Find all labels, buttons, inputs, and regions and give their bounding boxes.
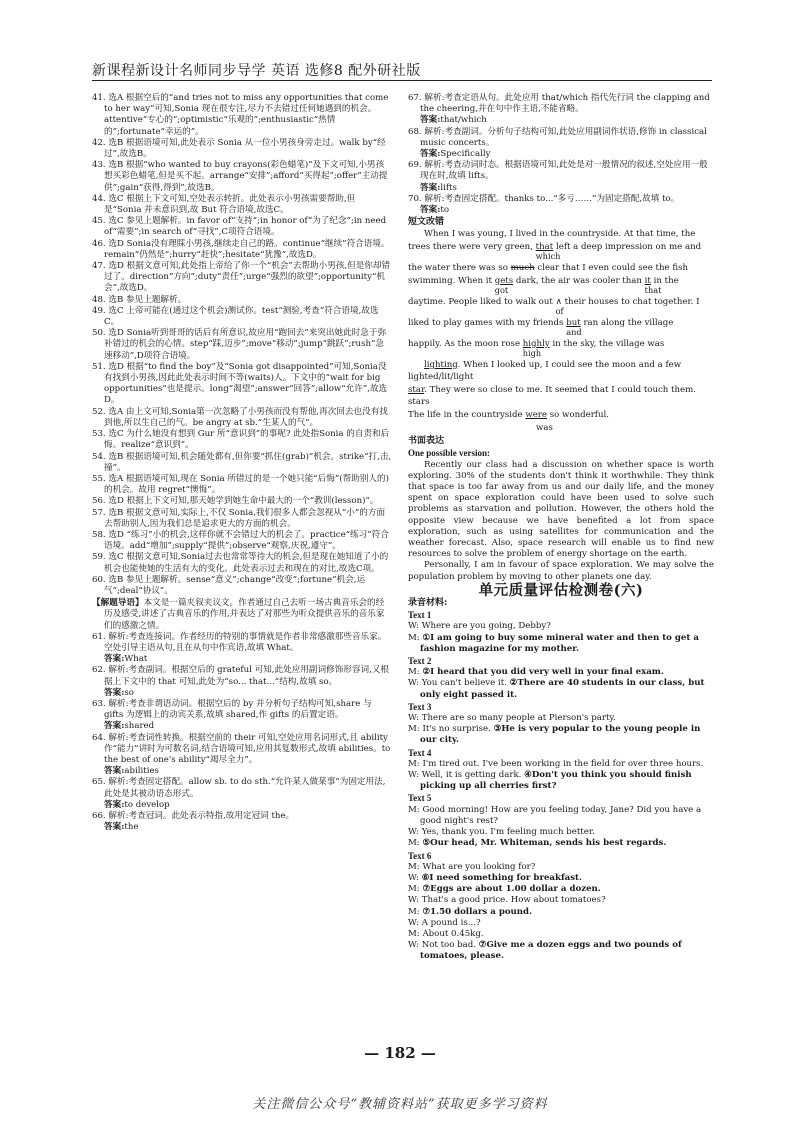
transcript-text: ⑦Eggs are about 1.00 dollar a dozen. [422, 884, 601, 895]
page-number: — 182 — [364, 1044, 436, 1062]
speaker-label: W: [408, 621, 419, 632]
answer-line [92, 721, 392, 732]
correction-line: lighting. When I looked up, I could see the moon and a few [424, 359, 682, 370]
answer-value: that/which [440, 115, 487, 126]
text-label: Text 5 [408, 793, 432, 804]
speaker-label: M: [408, 724, 420, 735]
speaker-label: M: [408, 861, 420, 872]
guide-text: 本文是一篇夹叙夹议文。作者通过自己去听一场古典音乐会的经历及感受,讲述了古典音乐的作用,并表达了对那些为听众提供音乐的音乐家们的感激之情。 [104, 598, 385, 631]
explanation-item: 46. 选D Sonia没有理睬小男孩,继续走自己的路。continue“继续”符合语境。remain“仍然是”;hurry“赶快”;hesitate“犹豫”,故选D。 [92, 238, 390, 260]
text-label: Text 3 [408, 701, 432, 712]
explanation-item: 58. 选D “练习”小的机会,这样你就不会错过大的机会了。practice“练习”符合语境。add“增加”;supply“提供”;observe“观察,庆祝,遵守”。 [92, 529, 389, 552]
correction-line: liked to play games with my friends but and ran along the village [408, 317, 674, 337]
transcript-text: Good morning! How are you feeling today, Jane? Did you have a good night's rest? [420, 804, 702, 826]
correction-line: star. They were so close to me. It seemed that I could touch them. [408, 384, 697, 395]
writing-title: 书面表达 [408, 436, 445, 447]
explanation-item: 52. 选A 由上文可知,Sonia第一次忽略了小男孩而没有帮他,再次回去也没有找到他,所以生自己的气。be angry at sb.“生某人的气”。 [92, 406, 388, 428]
explanation-item: 63. 解析:考查非谓语动词。根据空后的 by 并分析句子结构可知,share 与 gifts 为逻辑上的动宾关系,故填 shared,作 gifts 的后置定语。 [92, 698, 372, 721]
explanation-item: 65. 解析:考查固定搭配。allow sb. to do sth.“允许某人做某事”为固定用法,此处是其被动语态形式。 [92, 777, 386, 799]
answer-value: to [440, 205, 450, 216]
explanation-item: 68. 解析:考查副词。分析句子结构可知,此处应用副词作状语,修饰 in classical music concerts。 [408, 126, 707, 148]
speaker-label: W: [408, 770, 419, 781]
correction-title: 短文改错 [408, 217, 445, 228]
transcript-line [408, 621, 714, 632]
answer-label: 答案: [420, 182, 441, 193]
answer-explanations-61-66 [92, 632, 392, 834]
explanation-item: 43. 选B 根据“who wanted to buy crayons(彩色蜡笔)”及下文可知,小男孩想买彩色蜡笔,但是买不起。arrange“安排”;afford“买得起”;offer“主动提供”;gain“获得,得到”,故选B。 [92, 160, 388, 193]
speaker-label: W: [408, 872, 419, 883]
guide-label: 【解题导语】 [92, 598, 144, 609]
explanation-item: 62. 解析:考查副词。根据空后的 grateful 可知,此处应用副词修饰形容词,又根据上下文中的 that 可知,此处为“so... that...”结构,故填 so。 [92, 665, 389, 687]
answer-value: shared [124, 721, 155, 732]
speaker-label: M: [408, 906, 420, 917]
correction-line: stars [408, 397, 430, 408]
text-label: Text 2 [408, 656, 432, 667]
answer-value: abilities [124, 766, 159, 777]
transcript-text: ⑦1.50 dollars a pound. [422, 906, 533, 917]
explanation-item: 53. 选C 为什么她没有想到 Gur 所“意识到”的事呢? 此处指Sonia 的自责和后悔。realize“意识到”。 [92, 429, 390, 451]
answer-line [92, 654, 392, 665]
key-sentence: ②There are 40 students in our class, but only eight passed it. [420, 678, 705, 700]
transcript-text: There are so many people at Pierson's party. [421, 713, 616, 724]
explanation-item: 66. 解析:考查冠词。此处表示特指,故用定冠词 the。 [92, 811, 295, 821]
transcript-line [408, 633, 714, 655]
explanation-item: 55. 选A 根据语境可知,现在 Sonia 所错过的是一个她只能“后悔”(帮助别人的)的机会。故用 regret“懊悔”。 [92, 473, 389, 496]
speaker-label: M: [408, 667, 420, 678]
answer-label: 答案: [104, 822, 125, 833]
transcript-text: Not too bad. ⑦Give me a dozen eggs and two pounds of tomatoes, please. [420, 940, 682, 962]
answer-label: 答案: [420, 205, 441, 216]
text-label: Text 4 [408, 747, 432, 758]
speaker-label: M: [408, 838, 420, 849]
correction-line: trees there were very green, that which left a deep impression on me and [408, 242, 702, 262]
answer-value: Specifically [440, 149, 491, 160]
answer-label: 答案: [420, 115, 441, 126]
transcript-text: Well, it is getting dark. ④Don't you think you should finish picking up all cherries first? [420, 770, 692, 792]
explanation-item: 70. 解析:考查固定搭配。thanks to...“多亏……”为固定搭配,故填 to。 [408, 193, 680, 204]
answer-label: 答案: [104, 721, 125, 732]
transcript-text: ①I am going to buy some mineral water and then to get a fashion magazine for my mother. [420, 632, 699, 654]
speaker-label: W: [408, 713, 419, 724]
correction-passage [408, 228, 714, 434]
answer-line [408, 149, 714, 160]
explanation-item: 45. 选C 参见上题解析。in favor of“支持”;in honor of“为了纪念”;in need of“需要”;in search of“寻找”,C项符合语境。 [92, 216, 387, 238]
running-header: 新课程新设计名师同步导学 英语 选修8 配外研社版 [92, 63, 421, 79]
key-sentence: ⑦Give me a dozen eggs and two pounds of tomatoes, please. [420, 940, 682, 962]
speaker-label: W: [408, 917, 419, 928]
answer-line [92, 822, 392, 833]
speaker-label: M: [408, 928, 420, 939]
speaker-label: W: [408, 895, 419, 906]
correction-line: lighted/lit/light [408, 372, 474, 383]
answer-line [92, 800, 392, 811]
right-column [408, 93, 714, 963]
transcript-text: What are you looking for? [422, 861, 536, 872]
answer-value: lifts [440, 182, 457, 193]
answer-line [408, 115, 714, 126]
explanation-item: 47. 选D 根据文意可知,此处指上帝给了你一个“机会”去帮助小男孩,但是你却错过了。direction“方向”;duty“责任”;urge“强烈的欲望”;opportunity“机会”,故选D。 [92, 261, 391, 294]
explanation-item: 54. 选B 根据语境可知,机会随处都有,但你要“抓住(grab)”机会。strike“打,击,撞”。 [92, 451, 392, 473]
transcript-line [408, 940, 714, 962]
writing-subtitle: One possible version: [408, 448, 491, 459]
explanation-item: 44. 选C 根据上下文可知,空处表示转折。此处表示小男孩需要帮助,但是“Sonia 并未意识到,故 But 符合语境,故选C。 [92, 193, 356, 216]
explanation-item: 57. 选B 根据文意可知,实际上,不仅 Sonia,我们很多人都会忽视从“小”的方面去帮助别人,因为我们总是追求更大的方面的机会。 [92, 507, 386, 529]
recording-title: 录音材料: [408, 598, 448, 609]
text-label: Text 6 [408, 850, 432, 861]
transcript-line [408, 678, 714, 700]
transcript-text: Yes, thank you. I'm feeling much better. [421, 827, 595, 838]
speaker-label: W: [408, 827, 419, 838]
transcript-text: Where are you going, Debby? [421, 621, 551, 632]
transcript-line [408, 862, 714, 873]
recording-transcripts [408, 610, 714, 962]
footer-note: 关注微信公众号“教辅资料站”获取更多学习资料 [252, 1097, 548, 1112]
transcript-text: About 0.45kg. [422, 928, 484, 939]
writing-paragraph-2: Personally, I am in favour of space exploration. We may solve the population problem by moving to other planets one day. [408, 560, 714, 582]
transcript-text: It's no surprise. ③He is very popular to the young people in our city. [420, 724, 701, 746]
answer-label: 答案: [104, 687, 125, 698]
explanation-item: 49. 选C 上帝可能在(通过这个机会)测试你。test“测验,考查”符合语境,故选C。 [92, 305, 379, 328]
explanation-item: 56. 选D 根据上下文可知,那天她学到她生命中最大的一个“教训(lesson)”。 [92, 496, 379, 507]
transcript-line [408, 713, 714, 724]
correction-line: The life in the countryside were so wonderful. [408, 410, 610, 420]
answer-label: 答案: [104, 766, 125, 777]
correction-line: When I was young, I lived in the countryside. At that time, the [424, 229, 696, 240]
answer-value: the [124, 822, 139, 833]
explanation-item: 59. 选C 根据文意可知,Sonia过去也常常等待大的机会,但是现在她知道了小的机会也能使她的生活有大的变化。此处表示过去和现在的对比,故选C项。 [92, 552, 389, 574]
answer-line [92, 766, 392, 777]
key-sentence: ④Don't you think you should finish picking up all cherries first? [420, 770, 692, 792]
explanation-item: 60. 选B 参见上题解析。sense“意义”;change“改变”;fortune“机会,运气”;deal“协议”。 [92, 574, 366, 596]
transcript-line [408, 838, 714, 849]
transcript-line [408, 918, 714, 929]
transcript-line [408, 805, 714, 827]
speaker-label: M: [408, 632, 420, 643]
transcript-line [408, 827, 714, 838]
transcript-text: ⑤Our head, Mr. Whiteman, sends his best regards. [422, 838, 667, 849]
guide-paragraph [92, 598, 392, 632]
answer-line [92, 688, 392, 699]
transcript-line [408, 873, 714, 884]
correction-line: happily. As the moon rose highly high in the sky, the village was [408, 338, 665, 358]
explanation-item: 50. 选D Sonia听到哥哥的话后有所意识,故应用“跑回去”来突出她此时急于弥补错过的机会的心情。step“踩,迈步”;move“移动”;jump“跳跃”;rush“急速移动”,D项符合语境。 [92, 328, 387, 361]
correction-line: swimming. When it gets got dark, the air was cooler than it that in the [408, 275, 679, 295]
explanation-item: 61. 解析:考查连接词。作者经历的特别的事情就是作者非常感激那些音乐家。空处引导主语从句,且在从句中作宾语,故填 What。 [92, 631, 387, 653]
speaker-label: M: [408, 804, 420, 815]
answer-label: 答案: [420, 149, 441, 160]
explanation-item: 67. 解析:考查定语从句。此处应用 that/which 指代先行词 the clapping and the cheering,并在句中作主语,不能省略。 [408, 93, 710, 115]
transcript-line [408, 724, 714, 746]
transcript-line [408, 895, 714, 906]
header-rule [92, 80, 712, 81]
unit-title: 单元质量评估检测卷(六) [478, 581, 644, 599]
key-sentence: ③He is very popular to the young people in our city. [420, 724, 701, 746]
explanation-item: 48. 选B 参见上题解析。 [92, 294, 187, 305]
left-column [92, 93, 392, 833]
text-label: Text 1 [408, 610, 432, 621]
correction-line: was [536, 422, 553, 433]
answer-value: so [124, 687, 134, 698]
transcript-line [408, 667, 714, 678]
answer-line [408, 205, 714, 216]
explanation-item: 42. 选B 根据语境可知,此处表示 Sonia 从一位小男孩身旁走过。walk by“经过”,故选B。 [92, 137, 386, 160]
answer-value: What [124, 654, 148, 665]
transcript-line [408, 759, 714, 770]
correction-line: daytime. People liked to walk out ∧ of their houses to chat together. I [408, 296, 700, 316]
writing-paragraph-1: Recently our class had a discussion on whether space is worth exploring. 30% of the students don't think it worthwhile. They think that space is too far away from us and our daily life, and the money spent on space exploration could have been used to solve such problems as starvation and pollution. However, the others hold the opposite view because we have benefited a lot from space exploration, such as using satellites for communication and the weather forecast. Also, space research will enable us to find new resources to solve the problem of energy shortage on the earth. [408, 459, 714, 560]
transcript-text: ⑥I need something for breakfast. [421, 872, 583, 883]
speaker-label: M: [408, 758, 420, 769]
transcript-text: A pound is...? [421, 917, 481, 928]
transcript-text: You can't believe it. ②There are 40 students in our class, but only eight passed it. [420, 678, 705, 700]
answer-label: 答案: [104, 799, 125, 810]
speaker-label: W: [408, 940, 419, 951]
transcript-text: That's a good price. How about tomatoes? [421, 895, 606, 906]
transcript-line [408, 884, 714, 895]
speaker-label: W: [408, 678, 419, 689]
transcript-text: ②I heard that you did very well in your final exam. [422, 667, 664, 678]
explanation-item: 69. 解析:考查动词时态。根据语境可知,此处是对一般情况的叙述,空处应用一般现在时,故填 lifts。 [408, 160, 708, 182]
answer-line [408, 183, 714, 194]
correction-line: the water there was so much clear that I even could see the fish [408, 263, 689, 274]
explanation-item: 51. 选D 根据“to find the boy”及“Sonia got disappointed”可知,Sonia没有找到小男孩,因此此处表示时间不等(waits)人。下文中的“wait for big opportunities”也是提示。long“渴望”;answer“回答”;allow“允许”,故选D。 [92, 361, 388, 406]
transcript-line [408, 929, 714, 940]
transcript-text: I'm tired out. I've been working in the field for over three hours. [422, 758, 704, 769]
answer-label: 答案: [104, 654, 125, 665]
answer-value: to develop [124, 799, 170, 810]
answer-explanations-41-60 [92, 93, 392, 597]
explanation-item: 41. 选A 根据空后的“and tries not to miss any opportunities that come to her way”可知,Sonia 现在很专注,尽力不去错过任何她遇到的机会。attentive“专心的”;optimistic“乐观的”;enthusiastic“热情的”;fortunate“幸运的”。 [92, 93, 389, 137]
transcript-line [408, 770, 714, 792]
explanation-item: 64. 解析:考查词性转换。根据空前的 their 可知,空处应用名词形式,且 ability 作“能力”讲时为可数名词,结合语境可知,应用其复数形式,故填 abilities。to the best of one's ability“竭尽全力”。 [92, 732, 391, 765]
speaker-label: M: [408, 884, 420, 895]
answer-explanations-67-70 [408, 93, 714, 216]
transcript-line [408, 907, 714, 918]
